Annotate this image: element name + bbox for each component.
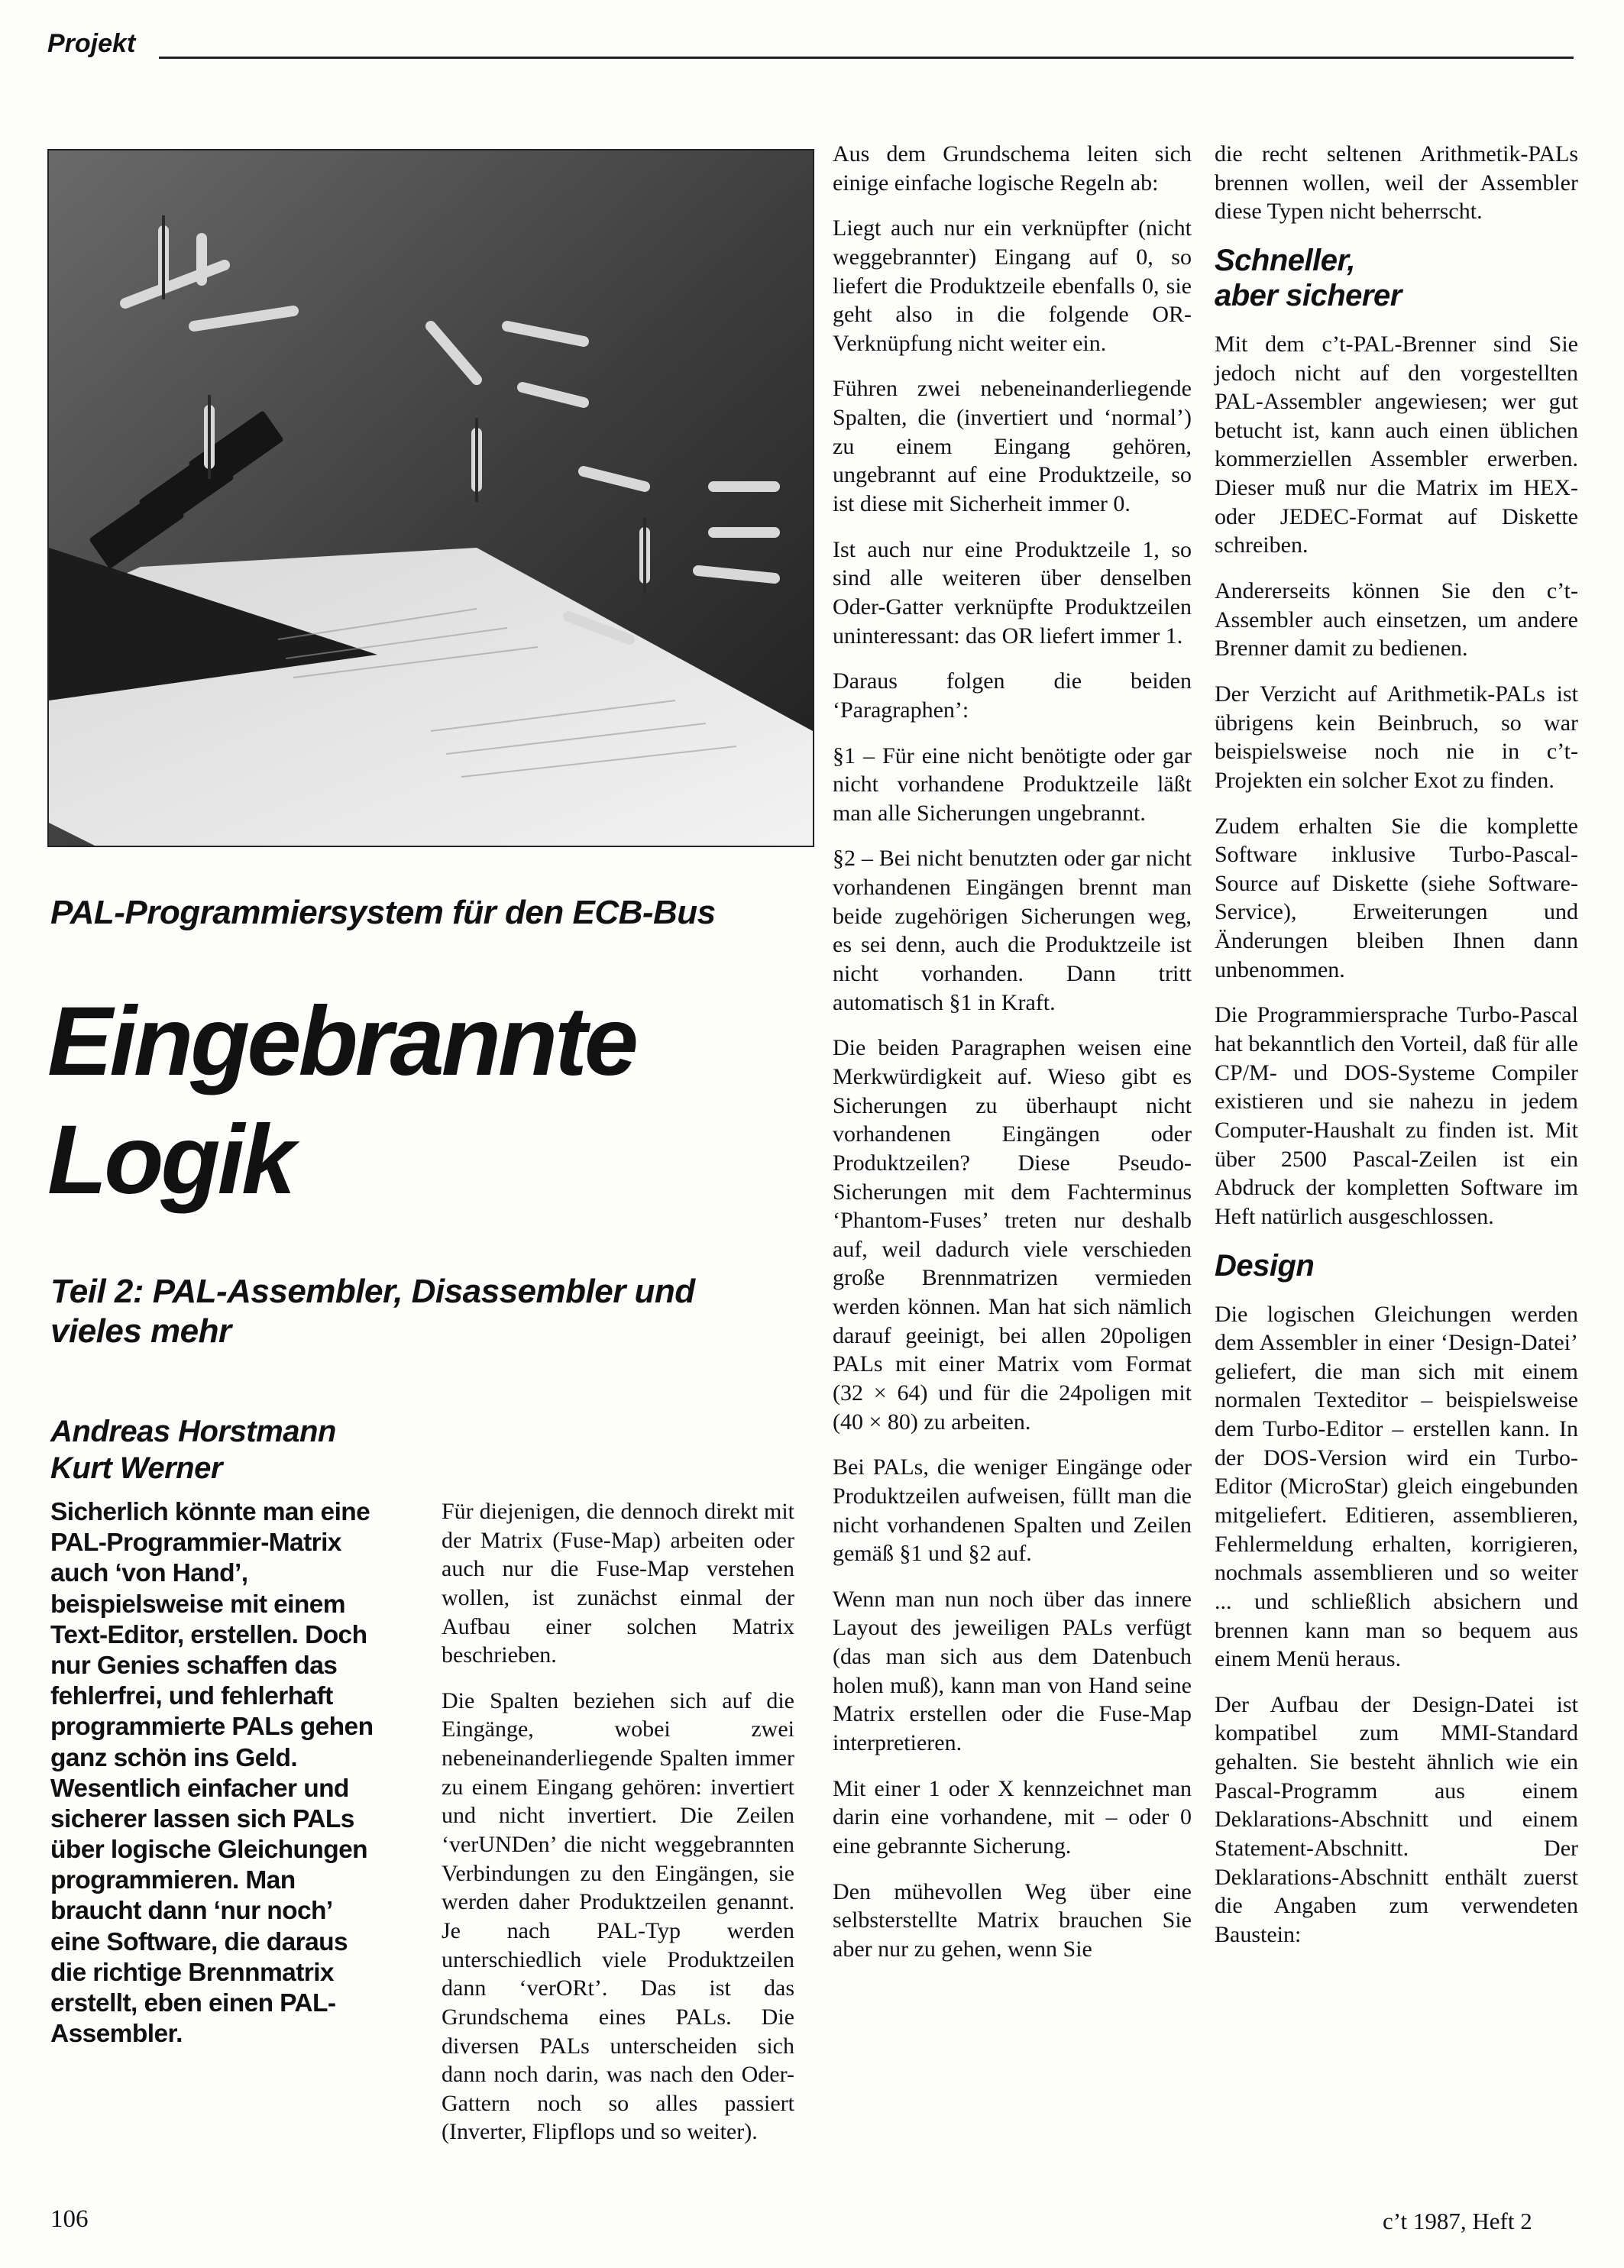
paragraph: Bei PALs, die weniger Eingänge oder Produktzeilen aufweisen, füllt man die nicht vorhandenen Spalten und Zeilen gemäß §1 und §2 auf. (833, 1454, 1192, 1567)
section-label: Projekt (47, 29, 136, 58)
article-authors (50, 1413, 448, 1487)
paragraph: Wenn man nun noch über das innere Layout des jeweiligen PALs verfügt (das man sich aus dem Datenbuch holen muß), kann man von Hand seine Matrix erstellen oder die Fuse-Map interpretieren. (833, 1586, 1192, 1756)
author-name: Andreas Horstmann (50, 1415, 336, 1448)
paragraph: Der Aufbau der Design-Datei ist kompatibel zum MMI-Standard gehalten. Sie besteht ähnlich wie ein Pascal-Programm aus einem Deklarations-Abschnitt und einem Statement-Abschnitt. Der Deklarations-Abschnitt enthält zuerst die Angaben zum verwendeten Baustein: (1215, 1691, 1578, 1947)
paragraph: Mit dem c’t-PAL-Brenner sind Sie jedoch nicht auf den vorgestellten PAL-Assembler angewiesen; wer gut betucht ist, kann auch einen üblichen kommerziellen Assembler erwerben. Dieser muß nur die Matrix im HEX- oder JEDEC-Format auf Diskette schreiben. (1215, 331, 1578, 558)
author-name: Kurt Werner (50, 1451, 222, 1485)
paragraph: Daraus folgen die beiden ‘Paragraphen’: (833, 668, 1192, 723)
article-photo (47, 149, 814, 847)
paragraph: Die Spalten beziehen sich auf die Eingänge, wobei zwei nebeneinanderliegende Spalten immer zu einem Eingang gehören: invertiert und nicht invertiert. Die Zeilen ‘verUNDen’ die nicht weggebrannten Verbindungen zu den Eingängen, sie werden daher Produktzeilen genannt. Je nach PAL-Typ werden unterschiedlich viele Produktzeilen dann ‘verORt’. Das ist das Grundschema eines PALs. Die diversen PALs unterscheiden sich dann noch darin, was nach den Oder-Gattern noch so alles passiert (Inverter, Flipflops und so weiter). (442, 1687, 794, 2145)
paragraph: Liegt auch nur ein verknüpfter (nicht weggebrannter) Eingang auf 0, so liefert die Produktzeile ebenfalls 0, sie geht also in die folgende OR-Verknüpfung nicht weiter ein. (833, 215, 1192, 356)
paragraph: die recht seltenen Arithmetik-PALs brennen wollen, weil der Assembler diese Typen nicht beherrscht. (1215, 141, 1578, 225)
paragraph: §1 – Für eine nicht benötigte oder gar nicht vorhandene Produktzeile läßt man alle Sicherungen ungebrannt. (833, 743, 1192, 826)
paragraph: Die Programmiersprache Turbo-Pascal hat bekanntlich den Vorteil, daß für alle CP/M- und DOS-Systeme Compiler existieren und sie nahezu in jedem Computer-Haushalt zu finden ist. Mit über 2500 Pascal-Zeilen ist ein Abdruck der kompletten Software im Heft natürlich ausgeschlossen. (1215, 1002, 1578, 1229)
paragraph: Für diejenigen, die dennoch direkt mit der Matrix (Fuse-Map) arbeiten oder auch nur die Fuse-Map verstehen wollen, ist zunächst einmal der Aufbau einer solchen Matrix beschrieben. (442, 1499, 794, 1668)
paragraph: Der Verzicht auf Arithmetik-PALs ist übrigens kein Beinbruch, so war beispielsweise noch nie in c’t-Projekten ein solcher Exot zu finden. (1215, 681, 1578, 793)
subheading-line: aber sicherer (1215, 278, 1402, 312)
subheading-schneller (1215, 243, 1578, 313)
paragraph: Zudem erhalten Sie die komplette Software inklusive Turbo-Pascal-Source auf Diskette (siehe Software-Service), Erweiterungen und Änderungen bleiben Ihnen dann unbenommen. (1215, 813, 1578, 982)
issue-label: c’t 1987, Heft 2 (1383, 2208, 1532, 2234)
paragraph: Den mühevollen Weg über eine selbsterstellte Matrix brauchen Sie aber nur zu gehen, wenn Sie (833, 1878, 1192, 1962)
text-column-right (1215, 140, 1578, 1966)
paragraph: Andererseits können Sie den c’t-Assembler auch einsetzen, um andere Brenner damit zu bedienen. (1215, 578, 1578, 662)
paragraph: §2 – Bei nicht benutzten oder gar nicht vorhandenen Eingängen brennt man beide zugehörigen Sicherungen weg, es sei denn, auch die Produktzeile ist nicht vorhanden. Dann tritt automatisch §1 in Kraft. (833, 846, 1192, 1015)
text-column-middle (833, 140, 1192, 1981)
paragraph: Mit einer 1 oder X kennzeichnet man darin eine vorhandene, mit – oder 0 eine gebrannte Sicherung. (833, 1775, 1192, 1859)
paragraph: Aus dem Grundschema leiten sich einige einfache logische Regeln ab: (833, 141, 1192, 196)
article-abstract: Sicherlich könnte man eine PAL-Programmier-Matrix auch ‘von Hand’, beispielsweise mit einem Text-Editor, erstellen. Doch nur Genies schaffen das fehlerfrei, und fehlerhaft programmierte PALs gehen ganz schön ins Geld. Wesentlich einfacher und sicherer lassen sich PALs über logische Gleichungen programmieren. Man braucht dann ‘nur noch’ eine Software, die daraus die richtige Brennmatrix erstellt, eben einen PAL-Assembler. (50, 1498, 374, 2049)
paragraph: Ist auch nur eine Produktzeile 1, so sind alle weiteren über denselben Oder-Gatter verknüpfte Produktzeilen uninteressant: das OR liefert immer 1. (833, 536, 1192, 649)
subheading-design: Design (1215, 1248, 1315, 1283)
page-number: 106 (50, 2205, 89, 2233)
paragraph: Die logischen Gleichungen werden dem Assembler in einer ‘Design-Datei’ geliefert, die man sich mit einem normalen Texteditor – beispielsweise dem Turbo-Editor – erstellen kann. In der DOS-Version wird ein Turbo-Editor (MicroStar) gleich eingebunden mitgeliefert. Editieren, assemblieren, Fehlermeldung erhalten, korrigieren, nochmals assemblieren und so weiter ... und schließlich absichern und brennen kann man so bequem aus einem Menü heraus. (1215, 1301, 1578, 1672)
paragraph: Führen zwei nebeneinanderliegende Spalten, die (invertiert und ‘normal’) zu einem Eingang gehören, ungebrannt auf eine Produktzeile, so ist diese mit Sicherheit immer 0. (833, 376, 1192, 517)
article-title-line-2: Logik (47, 1105, 293, 1215)
article-kicker: PAL-Programmiersystem für den ECB-Bus (50, 894, 716, 931)
subheading-line: Schneller, (1215, 243, 1355, 277)
paragraph: Die beiden Paragraphen weisen eine Merkwürdigkeit auf. Wieso gibt es Sicherungen zu überhaupt nicht vorhandenen Eingängen oder Produktzeilen? Diese Pseudo-Sicherungen mit dem Fachterminus ‘Phantom-Fuses’ treten nur deshalb auf, weil dadurch viele verschieden große Brennmatrizen vermieden werden können. Man hat sich nämlich darauf geeinigt, bei allen 20poligen PALs mit einer Matrix vom Format (32 × 64) und für die 24poligen mit (40 × 80) zu arbeiten. (833, 1035, 1192, 1435)
text-column-left (442, 1497, 794, 2163)
header-rule (159, 57, 1574, 59)
article-subtitle: Teil 2: PAL-Assembler, Disassembler und vieles mehr (50, 1273, 695, 1350)
article-title-line-1: Eingebrannte (47, 987, 636, 1096)
